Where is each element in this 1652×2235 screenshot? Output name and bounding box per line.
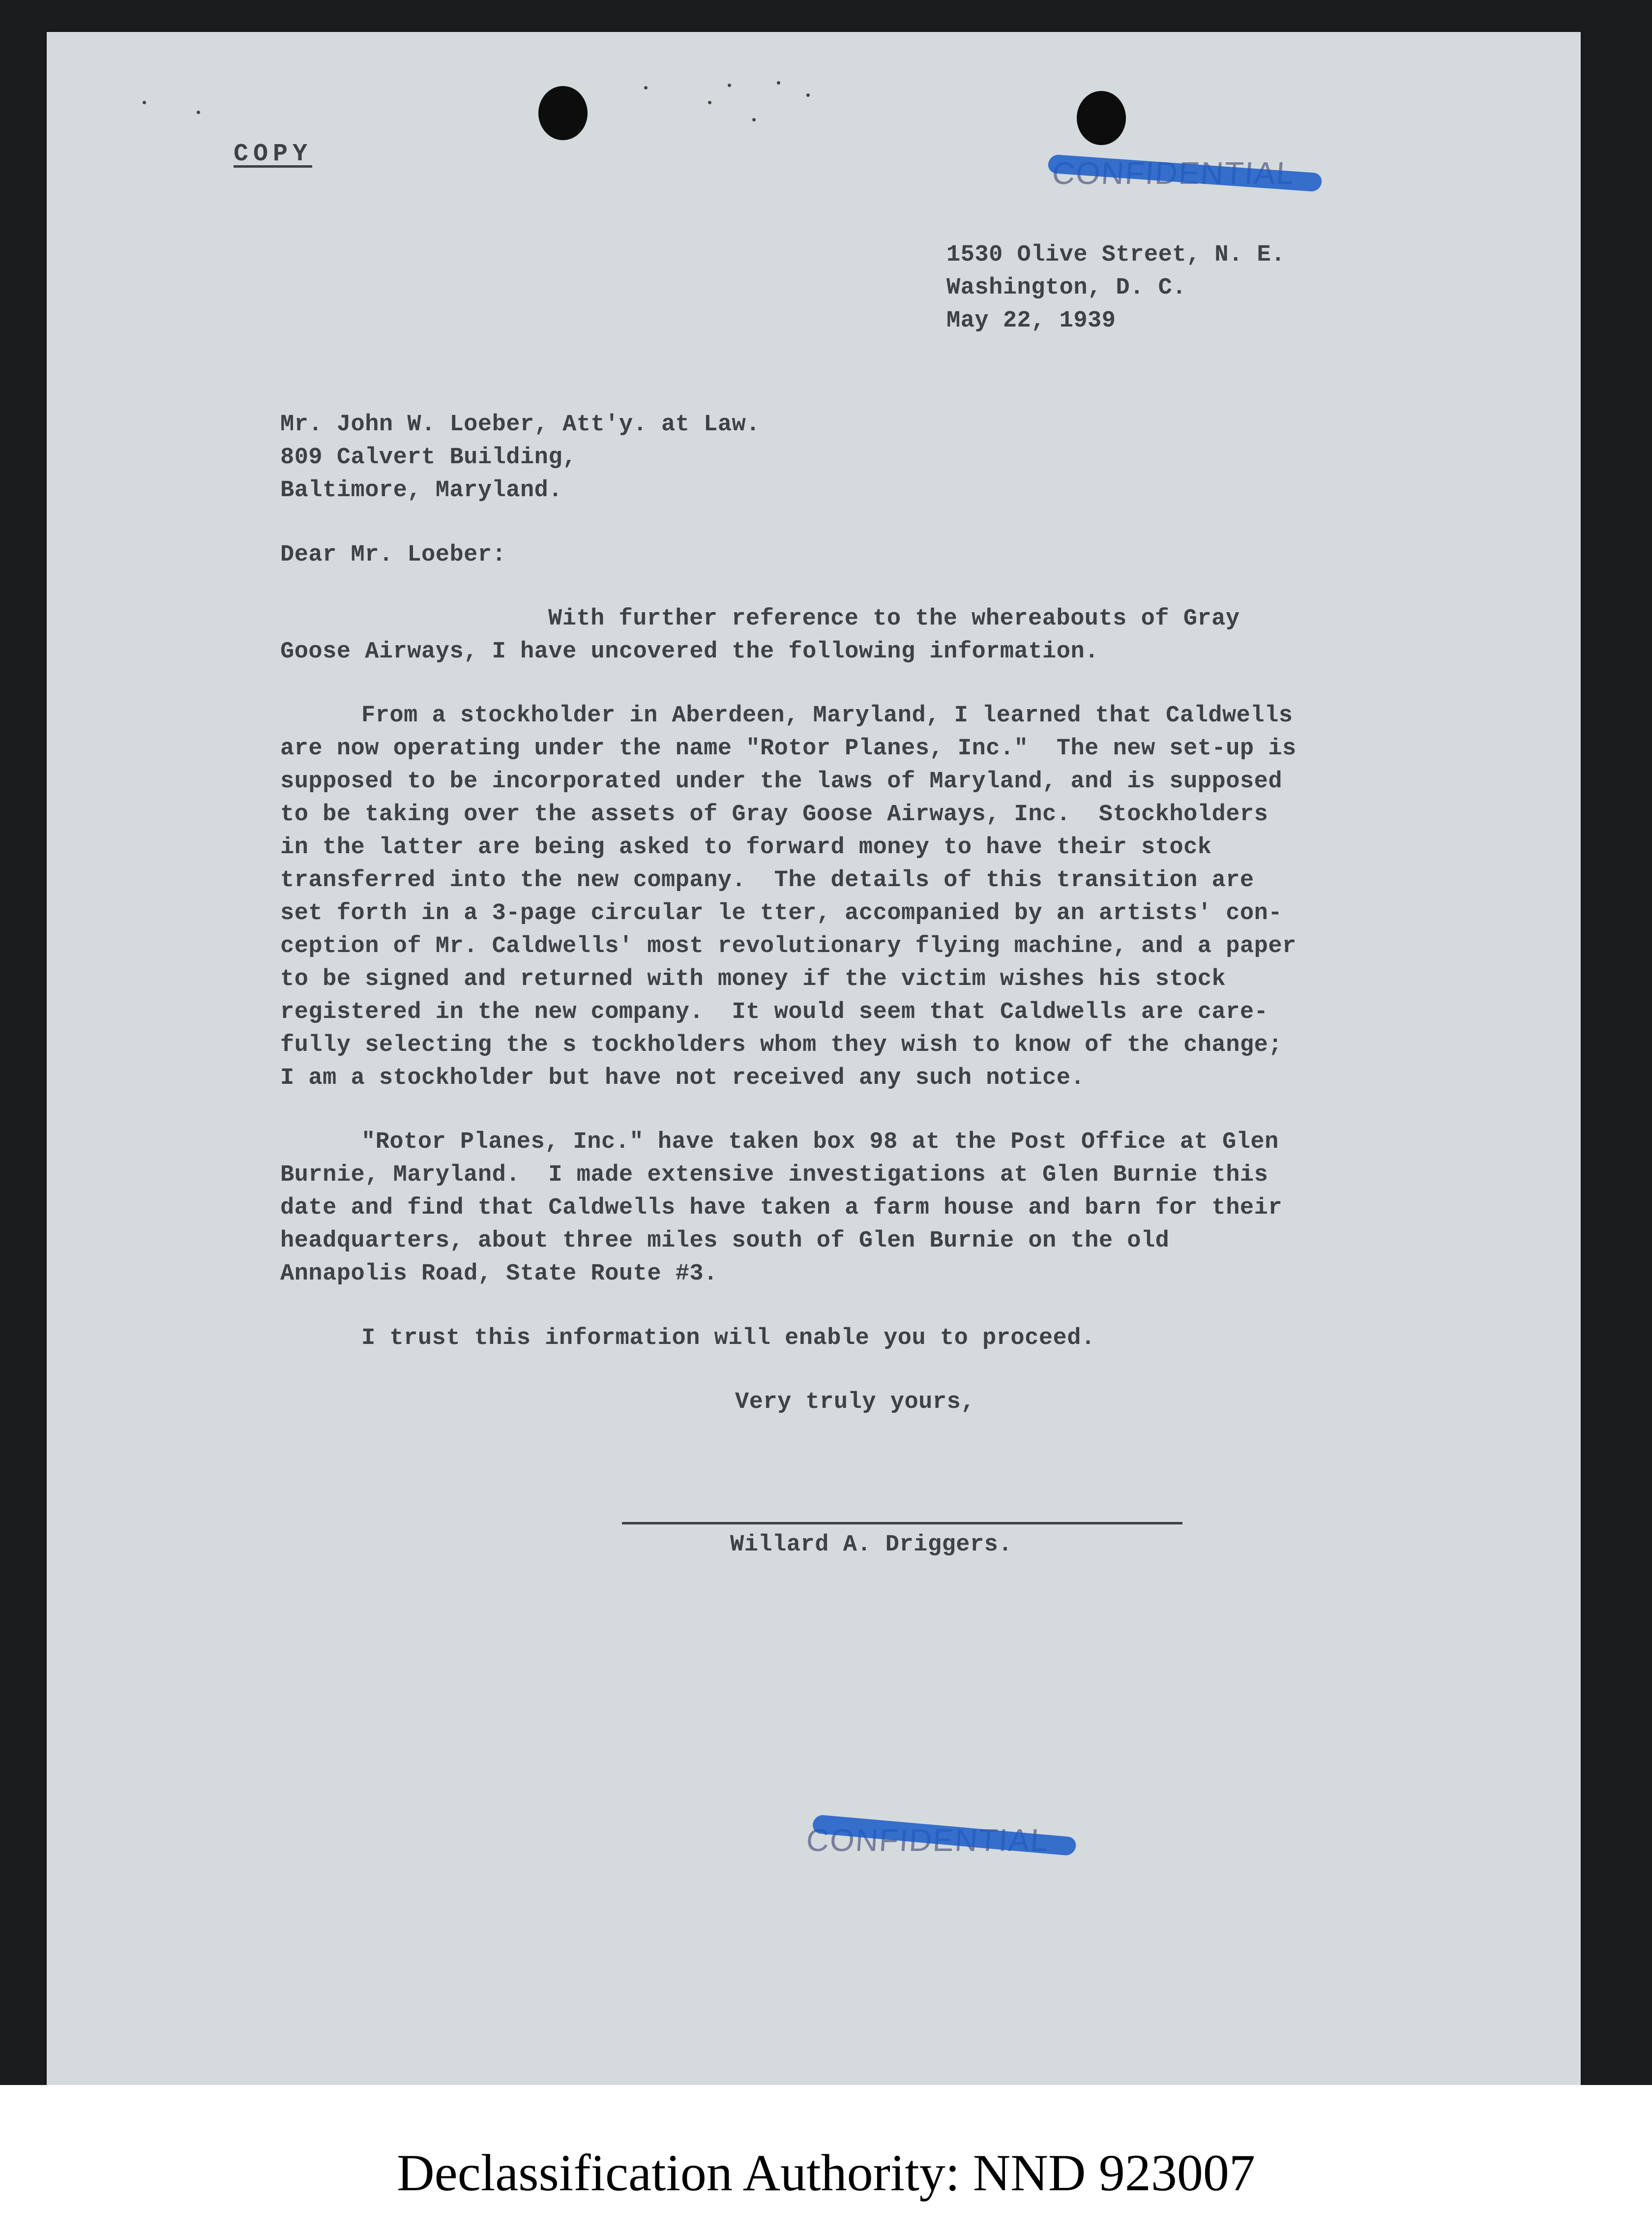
paragraph-2-line-11: fully selecting the s tockholders whom they wish to know of the change; xyxy=(280,1032,1283,1058)
speck xyxy=(777,81,780,85)
recipient-line-3: Baltimore, Maryland. xyxy=(280,477,563,504)
speck xyxy=(708,101,711,104)
speck xyxy=(143,101,146,104)
paragraph-3-line-4: headquarters, about three miles south of Glen Burnie on the old xyxy=(280,1228,1170,1254)
paragraph-4: I trust this information will enable you to proceed. xyxy=(361,1325,1095,1351)
letter-date: May 22, 1939 xyxy=(946,308,1116,334)
recipient-line-2: 809 Calvert Building, xyxy=(280,445,577,471)
paragraph-1-line-1: With further reference to the whereabouts of Gray xyxy=(548,606,1240,632)
speck xyxy=(752,118,756,121)
paragraph-2-line-8: ception of Mr. Caldwells' most revolutionary flying machine, and a paper xyxy=(280,933,1297,959)
paragraph-2-line-10: registered in the new company. It would seem that Caldwells are care- xyxy=(280,999,1268,1025)
paragraph-2-line-12: I am a stockholder but have not received any such notice. xyxy=(280,1065,1085,1091)
signature-line xyxy=(622,1522,1182,1524)
paragraph-2-line-1: From a stockholder in Aberdeen, Maryland, I learned that Caldwells xyxy=(361,703,1293,729)
confidential-stamp-bottom xyxy=(805,1822,1050,1858)
copy-mark: COPY xyxy=(234,140,313,168)
sender-address-line-1: 1530 Olive Street, N. E. xyxy=(946,242,1285,268)
speck xyxy=(806,93,810,97)
paragraph-3-line-5: Annapolis Road, State Route #3. xyxy=(280,1261,718,1287)
declassification-authority: Declassification Authority: NND 923007 xyxy=(397,2144,1255,2202)
paragraph-3-line-3: date and find that Caldwells have taken a farm house and barn for their xyxy=(280,1195,1283,1221)
speck xyxy=(644,86,648,89)
paragraph-2-line-4: to be taking over the assets of Gray Goose Airways, Inc. Stockholders xyxy=(280,802,1268,828)
punch-hole-right xyxy=(1077,91,1126,145)
paragraph-3-line-2: Burnie, Maryland. I made extensive investigations at Glen Burnie this xyxy=(280,1162,1268,1188)
sender-address-line-2: Washington, D. C. xyxy=(946,275,1186,301)
confidential-stamp-top xyxy=(1051,155,1296,191)
speck xyxy=(728,84,731,87)
paragraph-2-line-3: supposed to be incorporated under the laws of Maryland, and is supposed xyxy=(280,769,1283,795)
paragraph-2-line-7: set forth in a 3-page circular le tter, accompanied by an artists' con- xyxy=(280,900,1283,926)
signature-name: Willard A. Driggers. xyxy=(730,1532,1013,1558)
speck xyxy=(197,111,200,114)
footer-bar xyxy=(0,2085,1652,2235)
punch-hole-left xyxy=(538,86,588,140)
closing: Very truly yours, xyxy=(735,1389,975,1415)
paragraph-2-line-5: in the latter are being asked to forward money to have their stock xyxy=(280,834,1212,861)
salutation: Dear Mr. Loeber: xyxy=(280,542,506,568)
paragraph-2-line-9: to be signed and returned with money if the victim wishes his stock xyxy=(280,966,1226,992)
paragraph-1-line-2: Goose Airways, I have uncovered the following information. xyxy=(280,639,1099,665)
recipient-line-1: Mr. John W. Loeber, Att'y. at Law. xyxy=(280,412,760,438)
paragraph-2-line-6: transferred into the new company. The details of this transition are xyxy=(280,867,1254,894)
paragraph-3-line-1: "Rotor Planes, Inc." have taken box 98 at the Post Office at Glen xyxy=(361,1129,1279,1155)
paragraph-2-line-2: are now operating under the name "Rotor Planes, Inc." The new set-up is xyxy=(280,736,1297,762)
